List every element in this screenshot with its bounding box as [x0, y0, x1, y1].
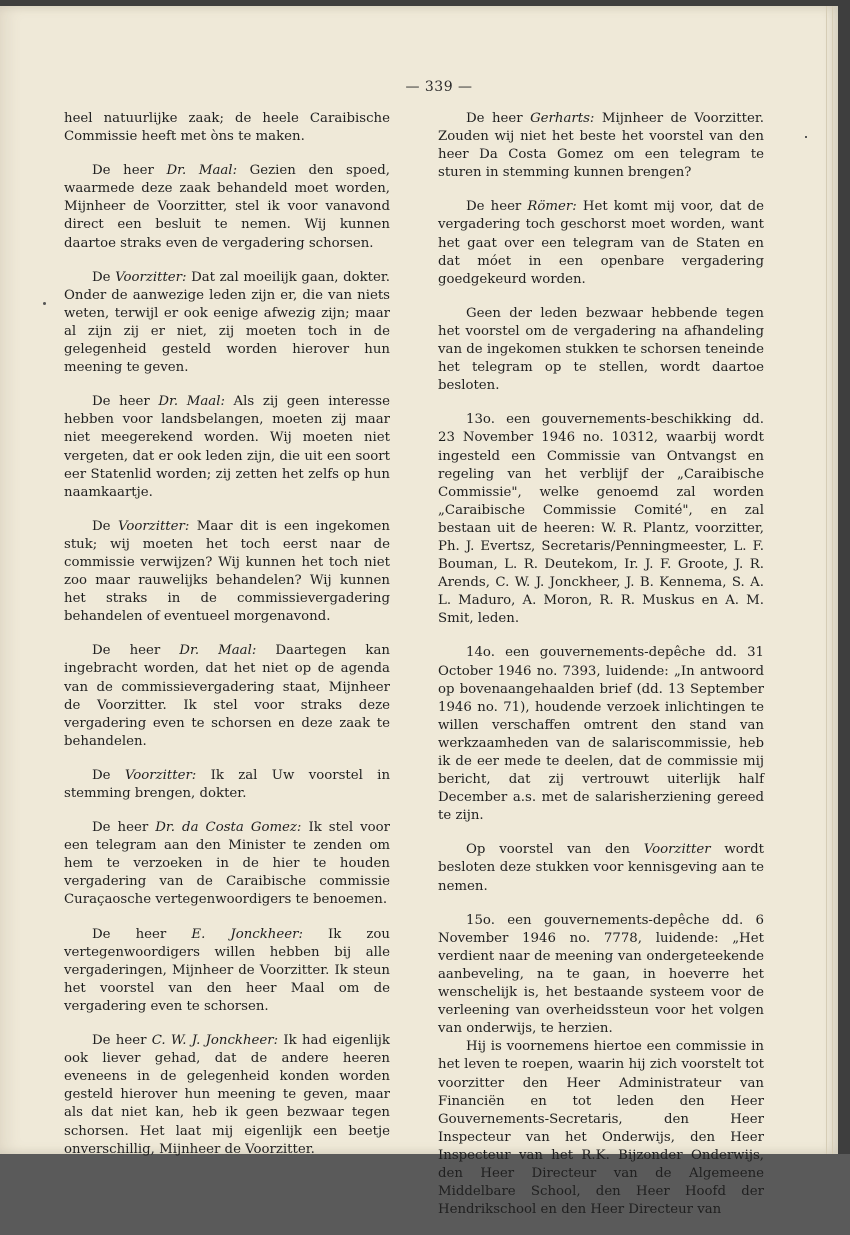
paragraph-text: Het komt mij voor, dat de vergadering toch geschorst moet worden, want het gaat over een telegram van de Staten en dat móet in een openbare vergadering goedgekeurd worden. — [438, 199, 764, 287]
paragraph — [64, 393, 390, 502]
paragraph — [64, 269, 390, 378]
paragraph-text: Ik zou vertegenwoordigers willen hebben bij alle vergaderingen, Mijnheer de Voorzitter. Ik steun het voorstel van den heer Maal om de vergadering even te schorsen. — [64, 926, 390, 1014]
paragraph-text: Hij is voornemens hiertoe een commissie in het leven te roepen, waarin hij zich voorstelt tot voorzitter den Heer Administrateur van Financiën en tot leden den Heer Gouvernements-Secretaris, den Heer Inspecteur van het Onderwijs, den Heer Inspecteur van het R.K. Bijzonder Onderwijs, den Heer Directeur van de Algemeene Middelbare School, den Heer Hoofd der Hendrikschool en den Heer Directeur van — [438, 1039, 764, 1218]
paragraph-text: heel natuurlijke zaak; de heele Caraibische Commissie heeft met òns te maken. — [64, 111, 390, 145]
page-edge-line — [826, 6, 827, 1154]
speaker-prefix: De heer — [466, 111, 531, 126]
paragraph-text: 14o. een gouvernements-depêche dd. 31 October 1946 no. 7393, luidende: „In antwoord op bovenaangehaalden brief (dd. 13 September 1946 no. 71), houdende verzoek inlichtingen te willen verschaffen omtrent den stand van werkzaamheden van de salariscommissie, heb ik de eer mede te deelen, dat de commissie mij bericht, dat zij vertrouwt uiterlijk half December a.s. met de salarisherziening gereed te zijn. — [438, 645, 764, 824]
paragraph — [438, 305, 764, 395]
speaker-name: Dr. da Costa Gomez: — [155, 820, 302, 836]
paragraph-text: Als zij geen interesse hebben voor landsbelangen, moeten zij maar niet meegerekend worden. Wij moeten niet vergeten, dat er ook leden zijn, die uit een soort eer Statenlid worden; zij zetten het zelfs op hun naamkaartje. — [64, 394, 390, 500]
paragraph — [438, 841, 764, 895]
paragraph-text: Maar dit is een ingekomen stuk; wij moeten het toch eerst naar de commissie verwijzen? Wij kunnen het toch niet zoo maar rauwelijks behandelen? Wij kunnen het straks in de commissievergadering behandelen of eventueel morgenavond. — [64, 518, 390, 625]
paragraph-text: Geen der leden bezwaar hebbende tegen het voorstel om de vergadering na afhandeling van de ingekomen stukken te schorsen teneinde het telegram op te stellen, wordt daartoe besloten. — [438, 305, 764, 394]
speaker-name: Voorzitter: — [124, 767, 197, 783]
speaker-prefix: De heer — [92, 394, 159, 410]
paragraph-text: wordt besloten deze stukken voor kennisgeving aan te nemen. — [438, 842, 764, 894]
speaker-prefix: De heer — [92, 643, 180, 659]
paragraph — [438, 198, 764, 288]
speaker-prefix: Op voorstel van den — [466, 842, 644, 858]
paragraph — [438, 1038, 764, 1219]
speaker-name: E. Jonckheer: — [191, 926, 303, 942]
speaker-prefix: De — [92, 518, 118, 534]
speaker-prefix: De heer — [92, 820, 156, 836]
paragraph — [64, 819, 390, 909]
paragraph — [438, 411, 764, 628]
paragraph — [64, 1032, 390, 1159]
paragraph-text: Ik zal Uw voorstel in stemming brengen, dokter. — [64, 767, 391, 801]
speck-mark — [43, 302, 46, 305]
left-column — [64, 110, 390, 1175]
speaker-prefix: De heer — [92, 163, 167, 179]
speck-mark — [805, 136, 807, 138]
speaker-prefix: De heer — [466, 199, 528, 215]
paragraph-text: Mijnheer de Voorzitter. Zouden wij niet het beste het voorstel van den heer Da Costa Gomez om een telegram te sturen in stemming kunnen brengen? — [438, 111, 764, 181]
paragraph — [64, 767, 390, 803]
speaker-name: Voorzitter: — [115, 269, 187, 285]
speaker-name: Dr. Maal: — [179, 643, 257, 659]
page-number: — 339 — — [405, 79, 473, 95]
speaker-prefix: De heer — [92, 1033, 152, 1049]
paragraph-text: Gezien den spoed, waarmede deze zaak behandeld moet worden, Mijnheer de Voorzitter, stel ik voor vanavond direct een besluit te nemen. Wij kunnen daartoe straks even de vergadering schorsen. — [64, 163, 390, 251]
paragraph-text: Ik had eigenlijk ook liever gehad, dat de andere heeren eveneens in de gelegenheid konden worden gesteld hierover hun meening te geven, maar als dat niet kan, heb ik geen bezwaar tegen schorsen. Het laat mij eigenlijk een beetje onverschillig, Mijnheer de Voorzitter. — [64, 1033, 390, 1157]
speaker-prefix: De — [92, 767, 125, 783]
speaker-name: Römer: — [527, 199, 577, 215]
speaker-name: Voorzitter: — [117, 518, 190, 534]
speaker-name: Voorzitter — [643, 842, 711, 858]
paragraph — [438, 912, 764, 1039]
speaker-name: Gerharts: — [530, 111, 595, 126]
paragraph — [64, 162, 390, 252]
paragraph-text: Daartegen kan ingebracht worden, dat het niet op de agenda van de commissievergadering staat, Mijnheer de Voorzitter. Ik stel voor straks deze vergadering even te schorsen en deze zaak te behandelen. — [64, 643, 390, 749]
paragraph — [64, 926, 390, 1016]
paragraph — [438, 110, 764, 182]
speaker-name: Dr. Maal: — [158, 394, 225, 410]
paragraph — [438, 644, 764, 825]
right-column — [438, 110, 764, 1235]
paragraph — [64, 642, 390, 751]
paragraph-text: 13o. een gouvernements-beschikking dd. 23 November 1946 no. 10312, waarbij wordt ingesteld een Commissie van Ontvangst en regeling van het verblijf der „Caraibische Commissie", welke genoemd zal worden „Caraibische Commissie Comité", en zal bestaan uit de heeren: W. R. Plantz, voorzitter, Ph. J. Evertsz, Secretaris/Penningmeester, L. F. Bouman, L. R. Deutekom, Ir. J. F. Groote, J. R. Arends, C. W. J. Jonckheer, J. B. Kennema, S. A. L. Maduro, A. Moron, R. R. Muskus en A. M. Smit, leden. — [438, 412, 764, 627]
speaker-prefix: De heer — [92, 926, 192, 942]
speaker-name: C. W. J. Jonckheer: — [151, 1033, 279, 1049]
page-edge-line — [832, 6, 833, 1154]
paragraph — [64, 518, 390, 627]
speaker-prefix: De — [92, 269, 116, 285]
document-page — [0, 6, 838, 1218]
paragraph-text: Dat zal moeilijk gaan, dokter. Onder de aanwezige leden zijn er, die van niets weten, terwijl er ook eenige afwezig zijn; maar al zijn zij er niet, zij moeten toch in de gelegenheid gesteld worden hierover hun meening te geven. — [64, 269, 390, 376]
speaker-name: Dr. Maal: — [166, 163, 238, 179]
paragraph-text: 15o. een gouvernements-depêche dd. 6 November 1946 no. 7778, luidende: „Het verdient naar de meening van ondergeteekende aanbeveling, na te gaan, in hoeverre het wenschelijk is, het bestaande systeem voor de verleening van overheidssteun voor het volgen van onderwijs, te herzien. — [438, 912, 764, 1037]
paragraph — [64, 110, 390, 146]
paragraph-text: Ik stel voor een telegram aan den Minister te zenden om hem te verzoeken in de hier te houden vergadering van de Caraibische commissie Curaçaosche vertegenwoordigers te benoemen. — [64, 820, 390, 908]
